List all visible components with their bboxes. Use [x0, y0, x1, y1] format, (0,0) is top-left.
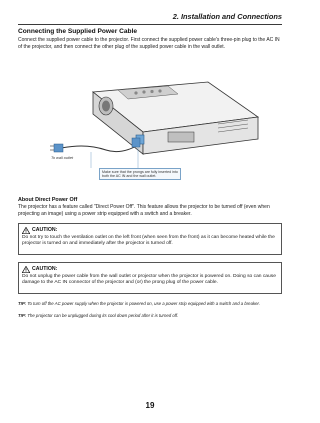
caution-label: CAUTION:: [32, 266, 58, 272]
tip-text: To turn off the AC power supply when the projector is powered on, use a power strip equipped with a switch and a breaker.: [27, 301, 260, 306]
tip: [18, 313, 282, 318]
warning-icon: [22, 227, 30, 234]
direct-power-off-body: The projector has a feature called "Direct Power Off". This feature allows the projector to be turned off (even when projecting an image) using a power strip equipped with a switch and a breaker.: [18, 204, 270, 217]
wall-outlet-label: To wall outlet: [51, 156, 74, 160]
plug-ac-in: [132, 138, 140, 147]
chapter-header: 2. Installation and Connections: [172, 12, 282, 21]
header-rule: [18, 24, 282, 25]
wall-plug-icon: [50, 144, 63, 152]
warning-icon: [22, 266, 30, 273]
direct-power-off-title: About Direct Power Off: [18, 197, 78, 203]
tip-label: TIP:: [18, 313, 27, 318]
prong-note: Make sure that the prongs are fully inserted into both the AC IN and the wall outlet.: [99, 168, 181, 180]
caution-box: [18, 262, 282, 294]
caution-box: [18, 223, 282, 255]
tip-text: The projector can be unplugged during its cool down period after it is turned off.: [27, 313, 179, 318]
power-cable: [61, 144, 140, 152]
tip: [18, 301, 282, 306]
tip-label: TIP:: [18, 301, 27, 306]
caution-text: Do not unplug the power cable from the wall outlet or projector when the projector is powered on. Doing so can cause damage to the AC IN connector of the projector and (or) the prong plug of the power cable.: [22, 274, 276, 286]
projector-icon: [93, 82, 258, 154]
section-title: Connecting the Supplied Power Cable: [18, 28, 138, 35]
caution-label: CAUTION:: [32, 227, 58, 233]
page-number: 19: [145, 401, 155, 410]
intro-text: Connect the supplied power cable to the projector. First connect the supplied power cable's three-pin plug to the AC IN of the projector, and then connect the other plug of the supplied power cable in the wall outlet.: [18, 37, 280, 50]
caution-text: Do not try to touch the ventilation outlet on the left front (when seen from the front) as it can become heated while the projector is turned on and immediately after the projector is turned off.: [22, 235, 275, 247]
